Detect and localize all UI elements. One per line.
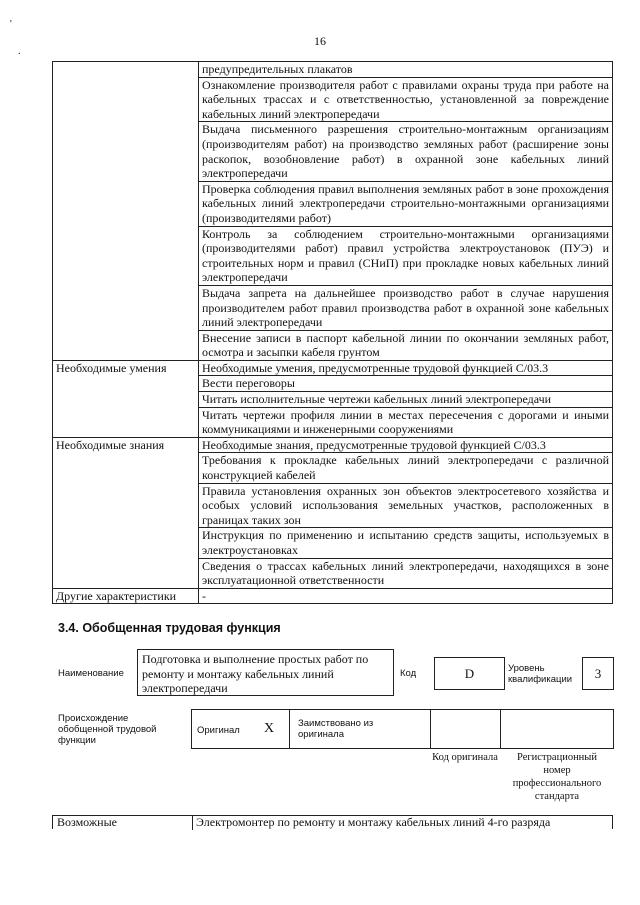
borrowed-label: Заимствовано из оригинала (298, 718, 374, 740)
row-value: Сведения о трассах кабельных линий электропередачи, находящихся в зоне эксплуатационной ответственности (199, 558, 613, 588)
name-value: Подготовка и выполнение простых работ по ремонту и монтажу кабельных линий электропередачи (137, 649, 394, 696)
margin-mark: ' (10, 19, 12, 30)
margin-mark: . (18, 46, 21, 57)
section-title: 3.4. Обобщенная трудовая функция (58, 621, 281, 635)
row-value: Контроль за соблюдением строительно-монтажными организациями (производителями работ) правил устройства электроустановок (ПУЭ) и строительных норм и правил (СНиП) при прокладке новых кабельных линий электропередачи (199, 226, 613, 285)
row-value: - (199, 588, 613, 604)
row-value: Необходимые умения, предусмотренные трудовой функцией С/03.3 (199, 360, 613, 376)
possible-label: Возможные (57, 815, 117, 829)
row-value: Необходимые знания, предусмотренные трудовой функцией С/03.3 (199, 437, 613, 453)
row-value: Читать чертежи профиля линии в местах пересечения с дорогами и иными коммуникациями и инженерными сооружениями (199, 407, 613, 437)
row-label: Другие характеристики (53, 588, 199, 604)
row-value: предупредительных плакатов (199, 62, 613, 78)
orig-code-caption: Код оригинала (432, 752, 498, 763)
table-row (53, 360, 613, 376)
row-value: Внесение записи в паспорт кабельной линии по окончании земляных работ, осмотра и засыпки кабеля грунтом (199, 330, 613, 360)
row-value: Инструкция по применению и испытанию средств защиты, используемых в электроустановках (199, 528, 613, 558)
row-value: Ознакомление производителя работ с правилами охраны труда при работе на кабельных трассах и с ответственностью, установленной за повреждение кабельных линий электропередачи (199, 77, 613, 122)
original-label: Оригинал (197, 725, 240, 736)
name-label: Наименование (58, 668, 124, 679)
reg-number-cell (500, 709, 614, 749)
table-row (53, 588, 613, 604)
page-number: 16 (314, 34, 326, 48)
possible-value: Электромонтер по ремонту и монтажу кабельных линий 4-го разряда (196, 815, 551, 829)
orig-code-cell (430, 709, 501, 749)
column-divider (192, 815, 193, 830)
row-value: Выдача запрета на дальнейшее производство работ в случае нарушения производителем работ правил производства работ в охранной зоне кабельных линий электропередачи (199, 285, 613, 330)
row-label: Необходимые знания (53, 437, 199, 588)
code-value: D (434, 657, 505, 690)
row-value: Проверка соблюдения правил выполнения земляных работ в зоне прохождения кабельных линий электропередачи строительно-монтажными организациями (производителями работ) (199, 181, 613, 226)
row-label: Необходимые умения (53, 360, 199, 437)
row-value: Требования к прокладке кабельных линий электропередачи с различной конструкцией кабелей (199, 453, 613, 483)
row-value: Выдача письменного разрешения строительно-монтажным организациям (производителям работ) на производство земляных работ (расширение зоны раскопок, возобновление работ) в охранной зоне кабельных линий электропередачи (199, 122, 613, 181)
table-row (53, 437, 613, 453)
possible-row (52, 815, 613, 829)
row-label (53, 62, 199, 361)
level-label: Уровень квалификации (508, 663, 573, 685)
reg-number-caption: Регистрационный номер профессионального стандарта (512, 752, 602, 802)
borrowed-cell (289, 709, 431, 749)
row-value: Правила установления охранных зон объектов электросетевого хозяйства и особых условий использования земельных участков, расположенных в границах таких зон (199, 483, 613, 528)
table-row (53, 62, 613, 78)
original-cell (191, 709, 290, 749)
origin-label: Происхождение обобщенной трудовой функции (58, 713, 157, 746)
level-value: 3 (582, 657, 614, 690)
row-value: Вести переговоры (199, 376, 613, 392)
functions-table (52, 61, 613, 604)
row-value: Читать исполнительные чертежи кабельных линий электропередачи (199, 392, 613, 408)
code-label: Код (400, 668, 417, 679)
original-mark: X (264, 721, 275, 736)
